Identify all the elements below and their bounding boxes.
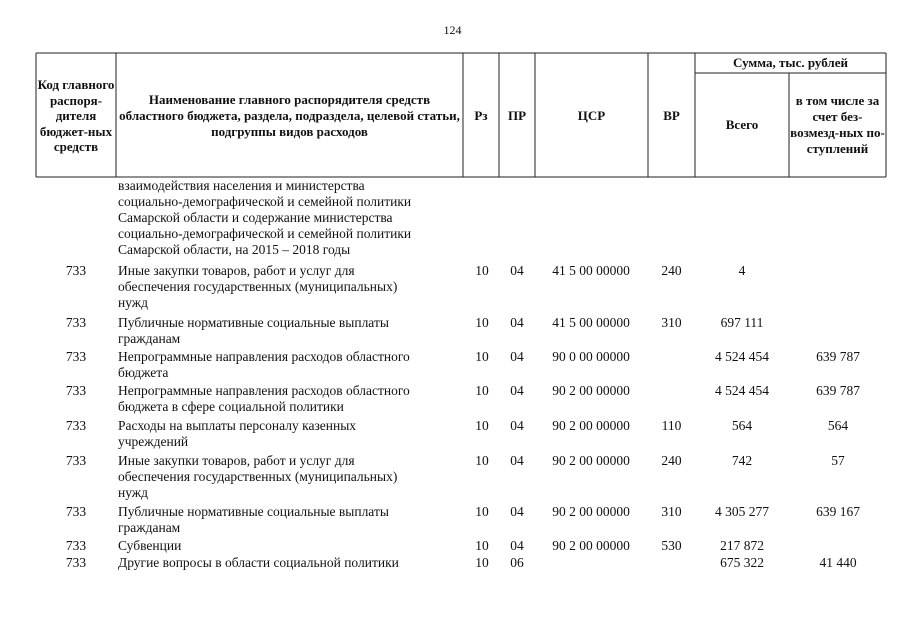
cell-name: Непрограммные направления расходов областного бюджета xyxy=(118,349,410,380)
cell-name: Расходы на выплаты персоналу казенных учреждений xyxy=(118,418,357,449)
cell-vsego: 4 xyxy=(738,263,746,278)
header-vsego: Всего xyxy=(725,117,759,132)
cell-bezv: 639 787 xyxy=(816,349,860,364)
cell-pr: 04 xyxy=(510,383,524,398)
cell-kod: 733 xyxy=(65,315,87,330)
cell-pr: 04 xyxy=(510,349,524,364)
cell-vr: 530 xyxy=(661,538,682,553)
cell-name: Субвенции xyxy=(118,538,182,553)
cell-pr: 04 xyxy=(510,453,524,468)
cell-name: Непрограммные направления расходов областного бюджета в сфере социальной политики xyxy=(118,383,410,414)
cell-rz: 10 xyxy=(475,504,489,519)
cell-pr: 04 xyxy=(510,418,524,433)
cell-pr: 04 xyxy=(510,538,524,553)
cell-rz: 10 xyxy=(475,315,489,330)
header-summa: Сумма, тыс. рублей xyxy=(733,55,848,70)
cell-name: Иные закупки товаров, работ и услуг для обеспечения государственных (муниципальных) нужд xyxy=(118,453,398,500)
cell-name: Иные закупки товаров, работ и услуг для обеспечения государственных (муниципальных) нужд xyxy=(118,263,398,310)
page-number: 124 xyxy=(443,23,462,37)
cell-bezv: 639 167 xyxy=(816,504,860,519)
cell-bezv: 41 440 xyxy=(819,555,857,570)
cell-pr: 06 xyxy=(510,555,524,570)
header-name: Наименование главного распорядителя средств областного бюджета, раздела, подраздела, целевой статьи, подгруппы видов расходов xyxy=(119,92,460,139)
cell-rz: 10 xyxy=(475,418,489,433)
cell-vsego: 4 524 454 xyxy=(715,383,769,398)
cell-kod: 733 xyxy=(65,538,87,553)
cell-rz: 10 xyxy=(475,538,489,553)
cell-vsego: 4 305 277 xyxy=(715,504,769,519)
cell-vsego: 742 xyxy=(731,453,753,468)
cell-name: Другие вопросы в области социальной политики xyxy=(118,555,399,570)
header-rz: Рз xyxy=(474,108,488,123)
cell-csr: 41 5 00 00000 xyxy=(552,315,630,330)
cell-vsego: 697 111 xyxy=(720,315,764,330)
header-kod: Код главного распоря-дителя бюджет-ных средств xyxy=(37,77,115,155)
cell-vr: 310 xyxy=(661,504,682,519)
cell-csr: 90 2 00 00000 xyxy=(552,504,630,519)
cell-rz: 10 xyxy=(475,453,489,468)
cell-rz: 10 xyxy=(475,383,489,398)
continuation-text: взаимодействия населения и министерства социально-демографической и семейной политики Самарской области и содержание министерства социально-демографической и семейной политики Самарской области, на 2015 – 2018 годы xyxy=(118,178,412,257)
cell-kod: 733 xyxy=(65,383,87,398)
cell-vsego: 675 322 xyxy=(720,555,764,570)
cell-csr: 90 2 00 00000 xyxy=(552,538,630,553)
cell-pr: 04 xyxy=(510,315,524,330)
cell-csr: 90 2 00 00000 xyxy=(552,383,630,398)
header-vr: ВР xyxy=(663,108,680,123)
cell-csr: 90 0 00 00000 xyxy=(552,349,630,364)
header-csr: ЦСР xyxy=(577,108,606,123)
cell-pr: 04 xyxy=(510,263,524,278)
cell-pr: 04 xyxy=(510,504,524,519)
cell-vsego: 4 524 454 xyxy=(715,349,769,364)
cell-csr: 41 5 00 00000 xyxy=(552,263,630,278)
cell-kod: 733 xyxy=(65,349,87,364)
cell-vr: 240 xyxy=(661,263,682,278)
cell-csr: 90 2 00 00000 xyxy=(552,453,630,468)
cell-rz: 10 xyxy=(475,349,489,364)
header-pr: ПР xyxy=(507,108,527,123)
cell-vsego: 564 xyxy=(731,418,753,433)
cell-vr: 240 xyxy=(661,453,682,468)
cell-kod: 733 xyxy=(65,504,87,519)
cell-name: Публичные нормативные социальные выплаты гражданам xyxy=(118,504,389,535)
cell-name: Публичные нормативные социальные выплаты гражданам xyxy=(118,315,389,346)
cell-kod: 733 xyxy=(65,418,87,433)
cell-vr: 310 xyxy=(661,315,682,330)
cell-kod: 733 xyxy=(65,263,87,278)
cell-vr: 110 xyxy=(661,418,682,433)
header-bezv: в том числе за счет без-возмезд-ных по-ступлений xyxy=(790,93,885,156)
cell-bezv: 57 xyxy=(831,453,845,468)
cell-rz: 10 xyxy=(475,555,489,570)
cell-rz: 10 xyxy=(475,263,489,278)
cell-csr: 90 2 00 00000 xyxy=(552,418,630,433)
cell-kod: 733 xyxy=(65,453,87,468)
cell-vsego: 217 872 xyxy=(720,538,764,553)
cell-bezv: 564 xyxy=(827,418,849,433)
cell-bezv: 639 787 xyxy=(816,383,860,398)
cell-kod: 733 xyxy=(65,555,87,570)
